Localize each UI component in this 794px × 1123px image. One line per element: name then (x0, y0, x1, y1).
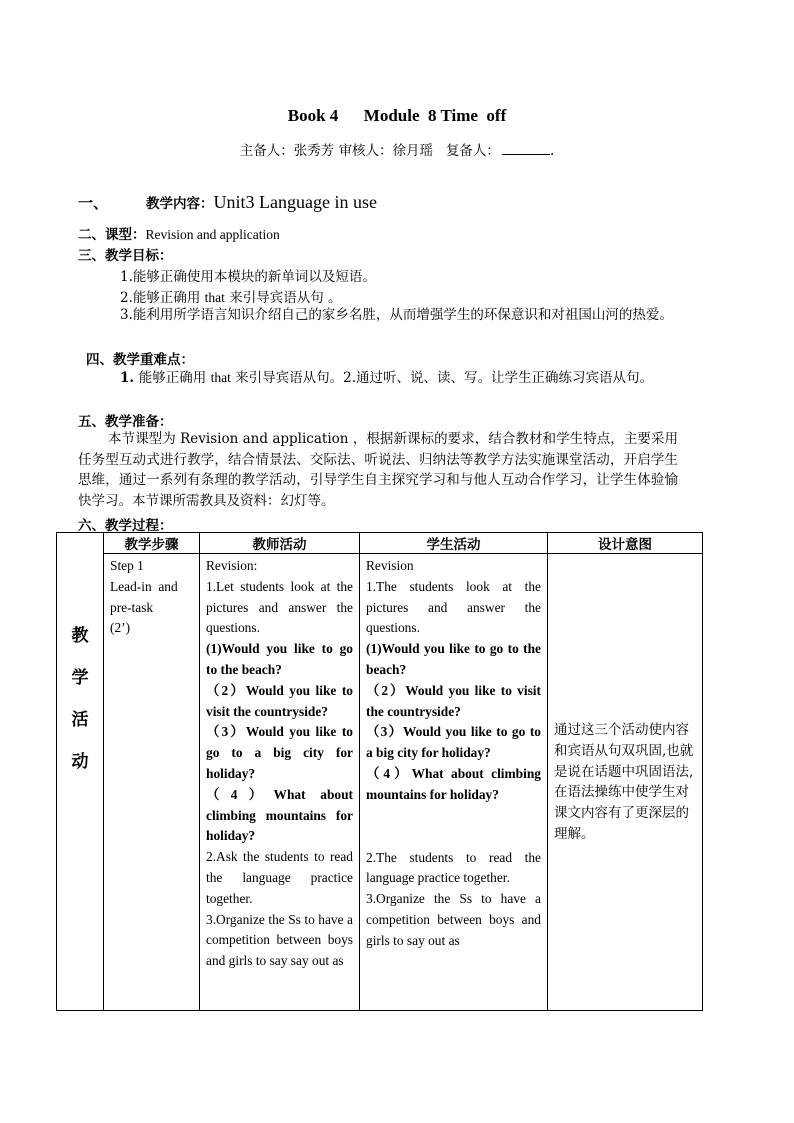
step-line: Step 1 (110, 558, 144, 573)
teaching-process-table (56, 532, 703, 1011)
key-points-text (120, 368, 678, 389)
section-label: 教学内容： (146, 196, 214, 212)
key-text: 能够正确用 (138, 370, 211, 386)
teacher-question: （4）What about climbing mountains for holiday? (206, 786, 353, 844)
section-label: 二、课型： (78, 227, 146, 243)
table-header-row (57, 533, 703, 554)
key-keyword: that (210, 370, 231, 385)
teacher-activity-cell (200, 554, 360, 1011)
side-char: 教 (71, 626, 89, 646)
teacher-question: （3）Would you like to go to a big city for holiday? (206, 724, 353, 781)
section-preparation-heading: 五、教学准备： (78, 414, 173, 430)
column-header: 教师活动 (200, 533, 360, 554)
preparer-info (0, 139, 794, 159)
student-question: (1)Would you like to go to the beach? (366, 641, 541, 677)
table-row (57, 554, 703, 1011)
step-line: (2’) (110, 620, 131, 636)
column-header: 学生活动 (360, 533, 548, 554)
side-char: 学 (71, 668, 89, 688)
section-process-heading: 六、教学过程： (78, 518, 173, 534)
author-name: 张秀芳 (293, 143, 335, 159)
goal-item: 3.能利用所学语言知识介绍自己的家乡名胜，从而增强学生的环保意识和对祖国山河的热爱。 (120, 307, 673, 323)
goal-item (120, 286, 342, 306)
student-text: 1.The students look at the pictures and answer the questions. (366, 578, 541, 636)
meta-tail: . (549, 143, 555, 159)
key-text: 来引导宾语从句。2.通过听、说、读、写。让学生正确练习宾语从句。 (230, 370, 654, 386)
student-question: （3）Would you like to go to a big city for holiday? (366, 724, 541, 761)
reviewer-name: 徐月瑶 (392, 143, 434, 159)
section-teaching-content (78, 192, 377, 213)
section-value: Revision and application (145, 227, 280, 242)
teacher-text: Revision: (206, 558, 258, 573)
teacher-text: 2.Ask the students to read the language practice together. (206, 849, 353, 906)
student-text: 3.Organize the Ss to have a competition between boys and girls to say out as (366, 891, 541, 948)
student-question: （2）Would you like to visit the countryside? (366, 682, 541, 719)
secondary-label: 复备人： (445, 143, 500, 159)
teacher-text: 3.Organize the Ss to have a competition between boys and girls to say say out as (206, 911, 353, 969)
document-title: Book 4 Module 8 Time off (287, 106, 507, 125)
student-activity-cell (360, 554, 548, 1011)
student-question: （4）What about climbing mountains for holiday? (366, 765, 541, 802)
section-lesson-type (78, 223, 280, 243)
step-line: Lead-in and (110, 578, 178, 594)
column-header: 设计意图 (548, 533, 703, 554)
side-char: 活 (71, 710, 89, 730)
spacer (366, 806, 541, 848)
goal-text: 来引导宾语从句 。 (224, 290, 342, 306)
goal-keyword: that (204, 290, 225, 305)
preparation-text: 本节课型为 Revision and application ，根据新课标的要求，结合教材和学生特点，主要采用任务型互动式进行教学，结合情景法、交际法、听说法、归纳法等教学方法实施课堂活动，开启学生思维，通过一系列有条理的教学活动，引导学生自主探究学习和与他人互动合作学习，让学生体验愉快学习。本节课所需教具及资料：幻灯等。 (78, 431, 678, 509)
goal-text: 2.能够正确用 (120, 290, 205, 306)
student-text: 2.The students to read the language practice together. (366, 849, 541, 886)
column-header: 教学步骤 (104, 533, 200, 554)
goal-item: 1.能够正确使用本模块的新单词以及短语。 (120, 269, 376, 285)
teacher-question: （2）Would you like to visit the countryside? (206, 682, 353, 719)
side-label-cell (57, 533, 104, 1011)
design-intent-text: 通过这三个活动使内容和宾语从句双巩固,也就是说在话题中巩固语法,在语法操练中使学生对课文内容有了更深层的理解。 (554, 722, 694, 842)
section-number: 一、 (78, 194, 109, 212)
section-value: Unit3 Language in use (213, 192, 377, 212)
design-intent-cell (548, 554, 703, 1011)
side-char: 动 (71, 752, 89, 772)
section-key-points-heading: 四、教学重难点： (86, 352, 194, 368)
step-line: pre-task (110, 599, 154, 615)
secondary-blank (502, 142, 550, 155)
key-number: 1. (120, 370, 139, 386)
teacher-question: (1)Would you like to go to the beach? (206, 641, 353, 677)
teacher-text: 1.Let students look at the pictures and answer the questions. (206, 578, 353, 636)
section-goals-heading: 三、教学目标： (78, 248, 173, 264)
author-label: 主备人： (239, 143, 294, 159)
student-text: Revision (366, 558, 414, 573)
reviewer-label: 审核人： (338, 143, 393, 159)
step-cell (104, 554, 200, 1011)
